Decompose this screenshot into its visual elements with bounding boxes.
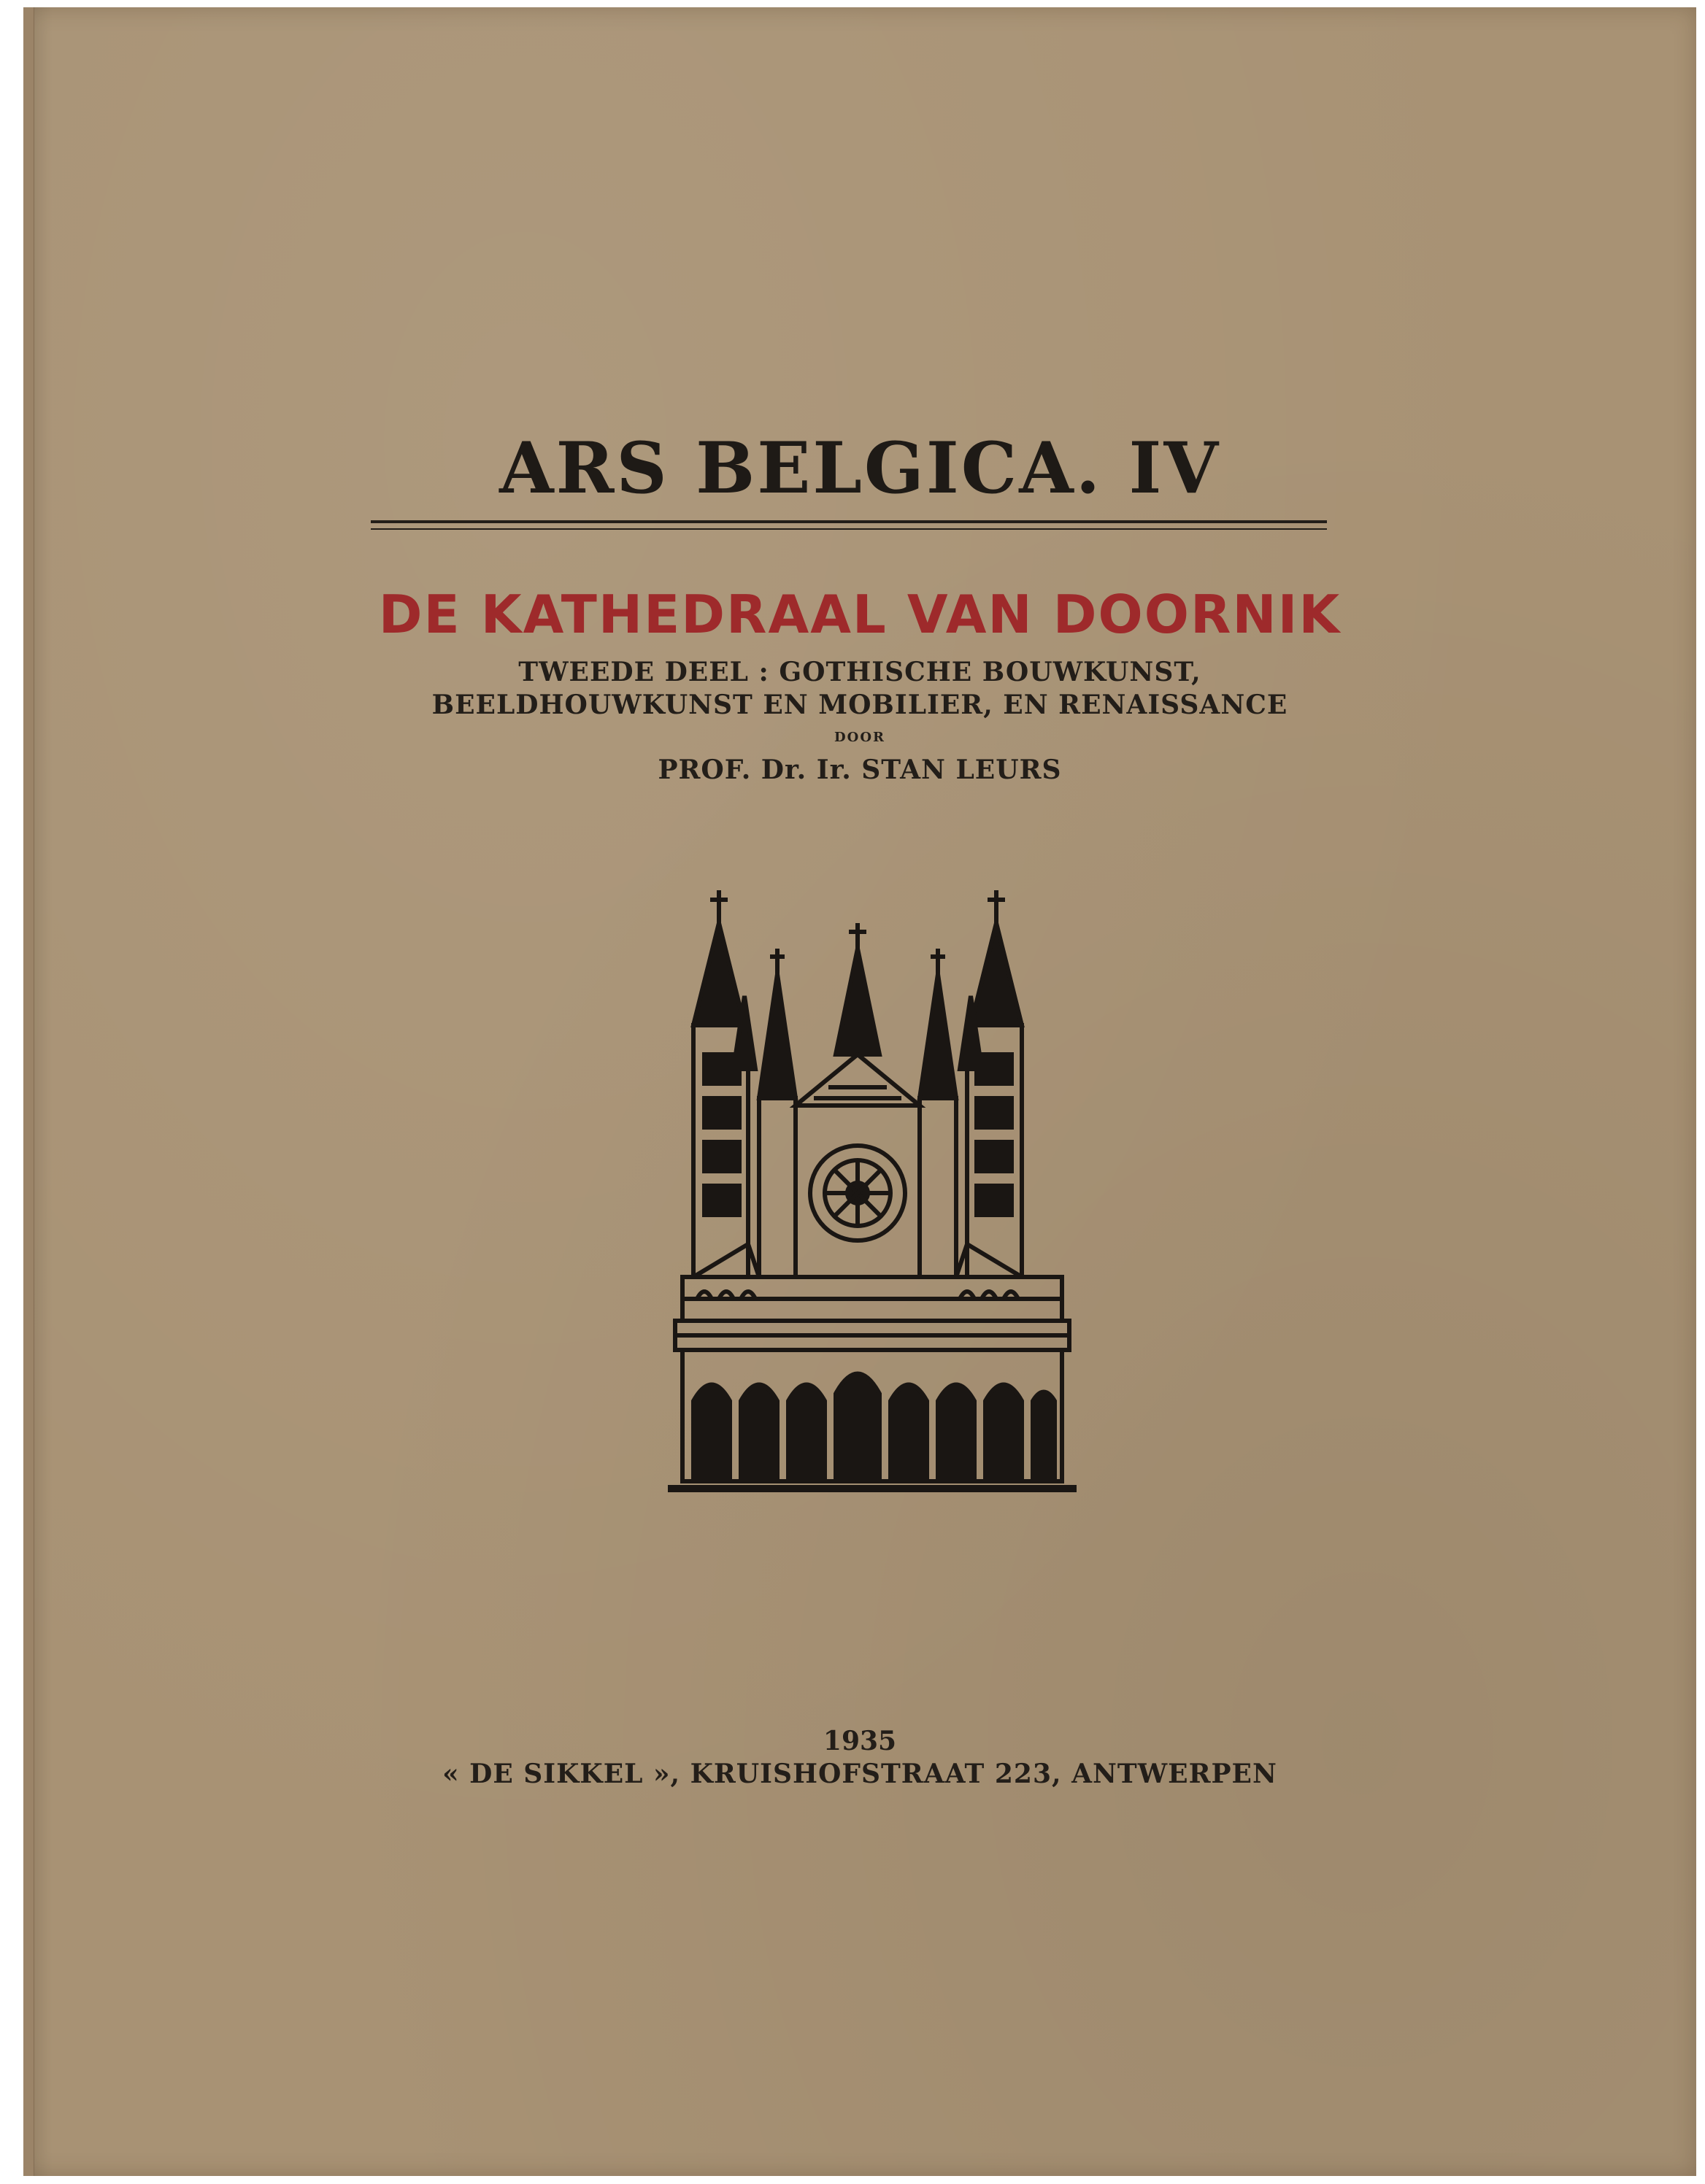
publication-year: 1935 — [823, 1726, 897, 1756]
cathedral-facade-icon — [668, 879, 1077, 1500]
publisher-line: « DE SIKKEL », KRUISHOFSTRAAT 223, ANTWERPEN — [442, 1759, 1277, 1789]
by-line: DOOR — [834, 730, 885, 745]
cover-left-edge — [23, 7, 34, 2176]
series-title: ARS BELGICA. IV — [499, 427, 1220, 509]
main-title: DE KATHEDRAAL VAN DOORNIK — [378, 584, 1342, 645]
title-rule — [371, 520, 1327, 523]
book-cover — [23, 7, 1696, 2176]
title-rule-thin — [371, 528, 1327, 530]
author-name: PROF. Dr. Ir. STAN LEURS — [658, 755, 1062, 785]
subtitle-line-2: BEELDHOUWKUNST EN MOBILIER, EN RENAISSANCE — [431, 690, 1288, 720]
subtitle-line-1: TWEEDE DEEL : GOTHISCHE BOUWKUNST, — [518, 657, 1201, 687]
